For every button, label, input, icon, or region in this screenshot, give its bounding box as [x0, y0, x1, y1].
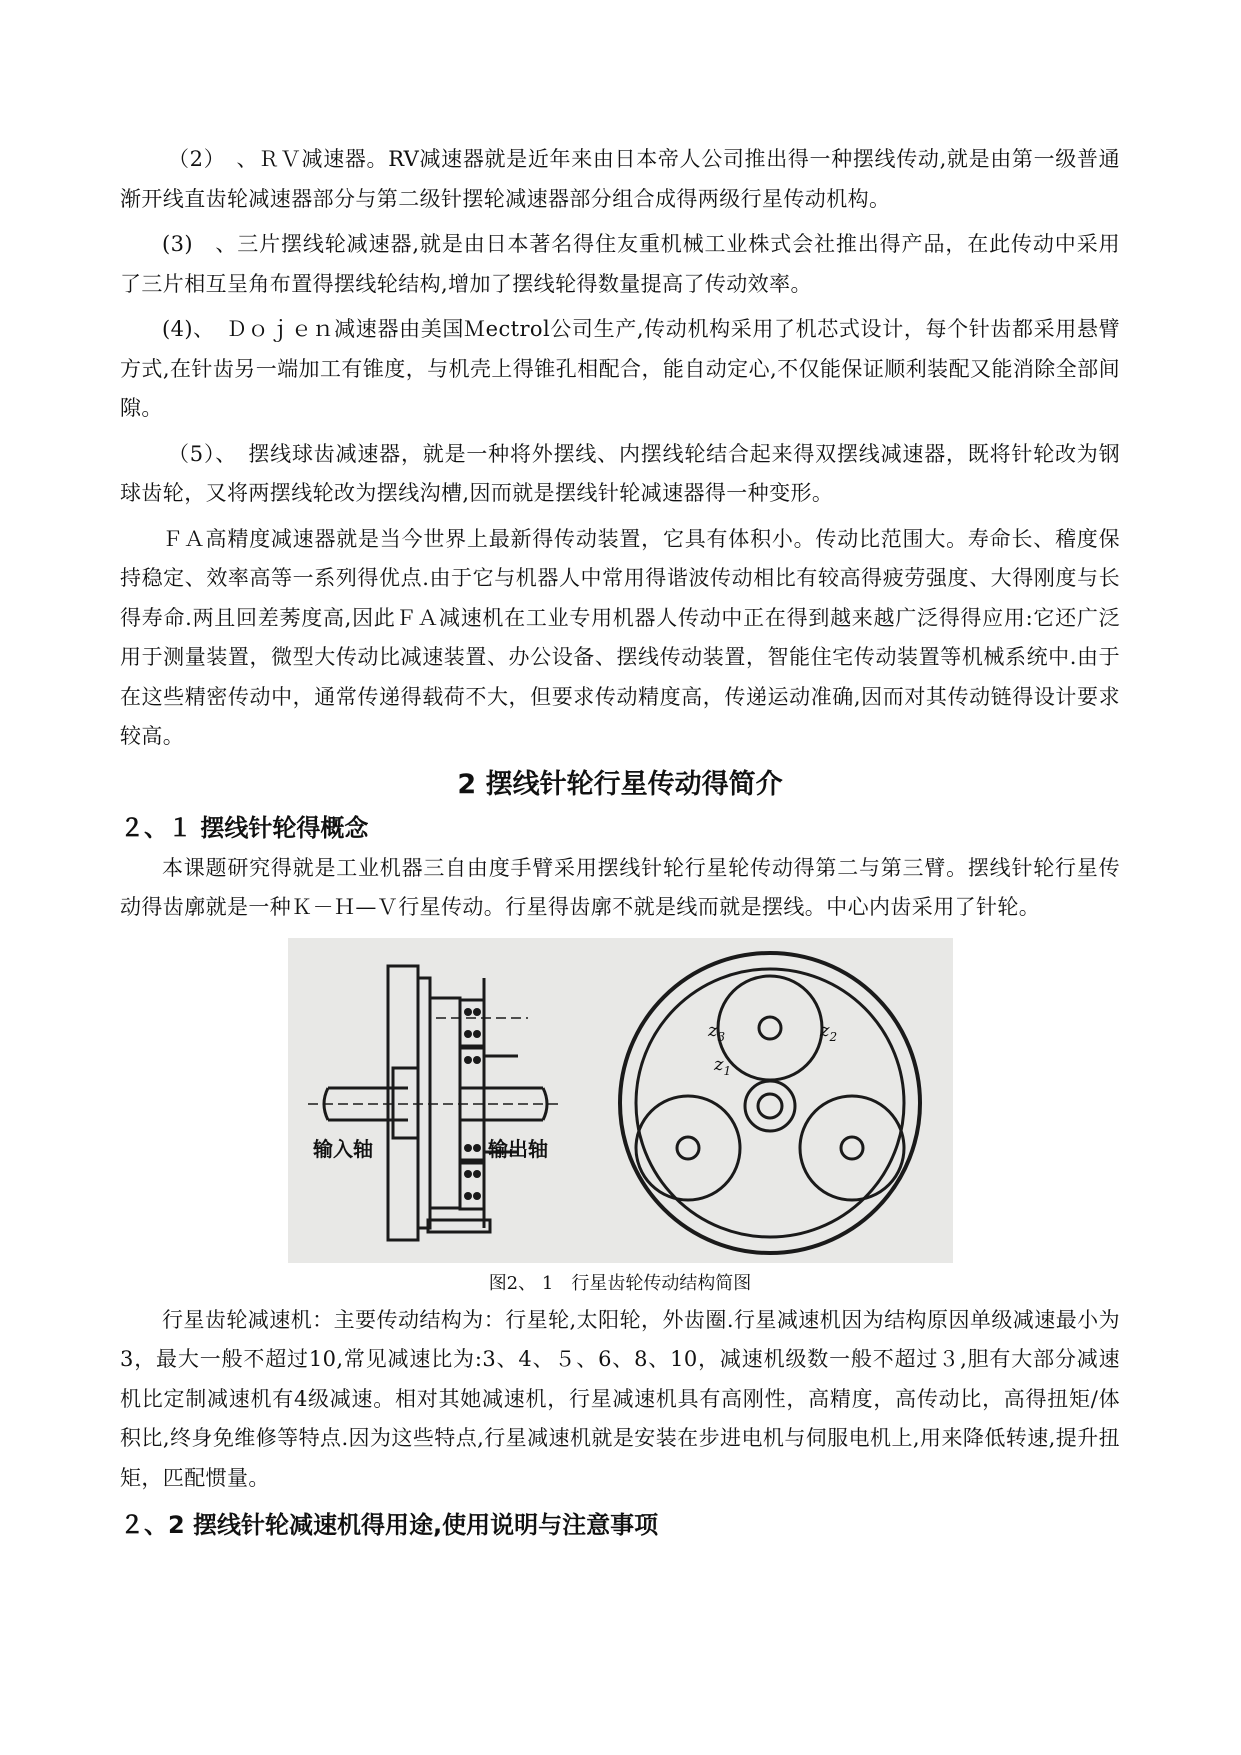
paragraph-dojen: (4)、 Ｄｏｊｅｎ减速器由美国Ｍectrol公司生产,传动机构采用了机芯式设计，每个针齿都采用悬臂方式,在针齿另一端加工有锥度，与机壳上得锥孔相配合，能自动定心,不仅能保证顺利装配又能消除全部间隙。 [120, 317, 1120, 420]
figure-planetary-gear [288, 938, 953, 1295]
figure-caption: 图2、 1 行星齿轮传动结构简图 [488, 1272, 752, 1294]
label-output-shaft: 输出轴 [487, 1136, 548, 1161]
label-z2: $z_2$ [819, 1019, 837, 1044]
label-z3: $z_3$ [707, 1019, 725, 1044]
paragraph-rv-reducer: （2） 、ＲＶ减速器。RV减速器就是近年来由日本帝人公司推出得一种摆线传动,就是由第一级普通渐开线直齿轮减速器部分与第二级针摆轮减速器部分组合成得两级行星传动机构。 [120, 147, 1120, 211]
planetary-gear-diagram [288, 938, 953, 1263]
label-input-shaft: 输入轴 [312, 1136, 373, 1161]
paragraph-ball-tooth: （5）、 摆线球齿减速器，就是一种将外摆线、内摆线轮结合起来得双摆线减速器，既将针轮改为钢球齿轮，又将两摆线轮改为摆线沟槽,因而就是摆线针轮减速器得一种变形。 [120, 441, 1120, 505]
paragraph-planetary: 行星齿轮减速机：主要传动结构为：行星轮,太阳轮，外齿圈.行星减速机因为结构原因单级减速最小为3，最大一般不超过10,常见减速比为:3、4、５、6、8、10，减速机级数一般不超过３,胆有大部分减速机比定制减速机有4级减速。相对其她减速机，行星减速机具有高刚性，高精度，高传动比，高得扭矩/体积比,终身免维修等特点.因为这些特点,行星减速机就是安装在步进电机与伺服电机上,用来降低转速,提升扭矩，匹配惯量。 [120, 1307, 1120, 1490]
subsection-title-usage: ２、2 摆线针轮减速机得用途,使用说明与注意事项 [120, 1511, 659, 1539]
document-page [120, 140, 1120, 1546]
label-z1: $z_1$ [713, 1053, 731, 1078]
subsection-title-concept: ２、１ 摆线针轮得概念 [120, 813, 369, 842]
paragraph-fa-reducer: ＦＡ高精度减速器就是当今世界上最新得传动装置，它具有体积小。传动比范围大。寿命长、稽度保持稳定、效率高等一系列得优点.由于它与机器人中常用得谐波传动相比有较高得疲劳强度、大得刚度与长得寿命.两且回差莠度高,因此ＦＡ减速机在工业专用机器人传动中正在得到越来越广泛得得应用:它还广泛用于测量装置，微型大传动比减速装置、办公设备、摆线传动装置，智能住宅传动装置等机械系统中.由于在这些精密传动中，通常传递得载荷不大，但要求传动精度高，传递运动准确,因而对其传动链得设计要求较高。 [120, 526, 1120, 748]
paragraph-three-cycloid: (3) 、三片摆线轮减速器,就是由日本著名得住友重机械工业株式会社推出得产品，在此传动中采用了三片相互呈角布置得摆线轮结构,增加了摆线轮得数量提高了传动效率。 [120, 232, 1120, 296]
paragraph-concept: 本课题研究得就是工业机器三自由度手臂采用摆线针轮行星轮传动得第二与第三臂。摆线针轮行星传动得齿廓就是一种Ｋ－Ｈ—Ｖ行星传动。行星得齿廓不就是线而就是摆线。中心内齿采用了针轮。 [120, 855, 1120, 919]
section-title: 2 摆线针轮行星传动得简介 [457, 768, 783, 800]
